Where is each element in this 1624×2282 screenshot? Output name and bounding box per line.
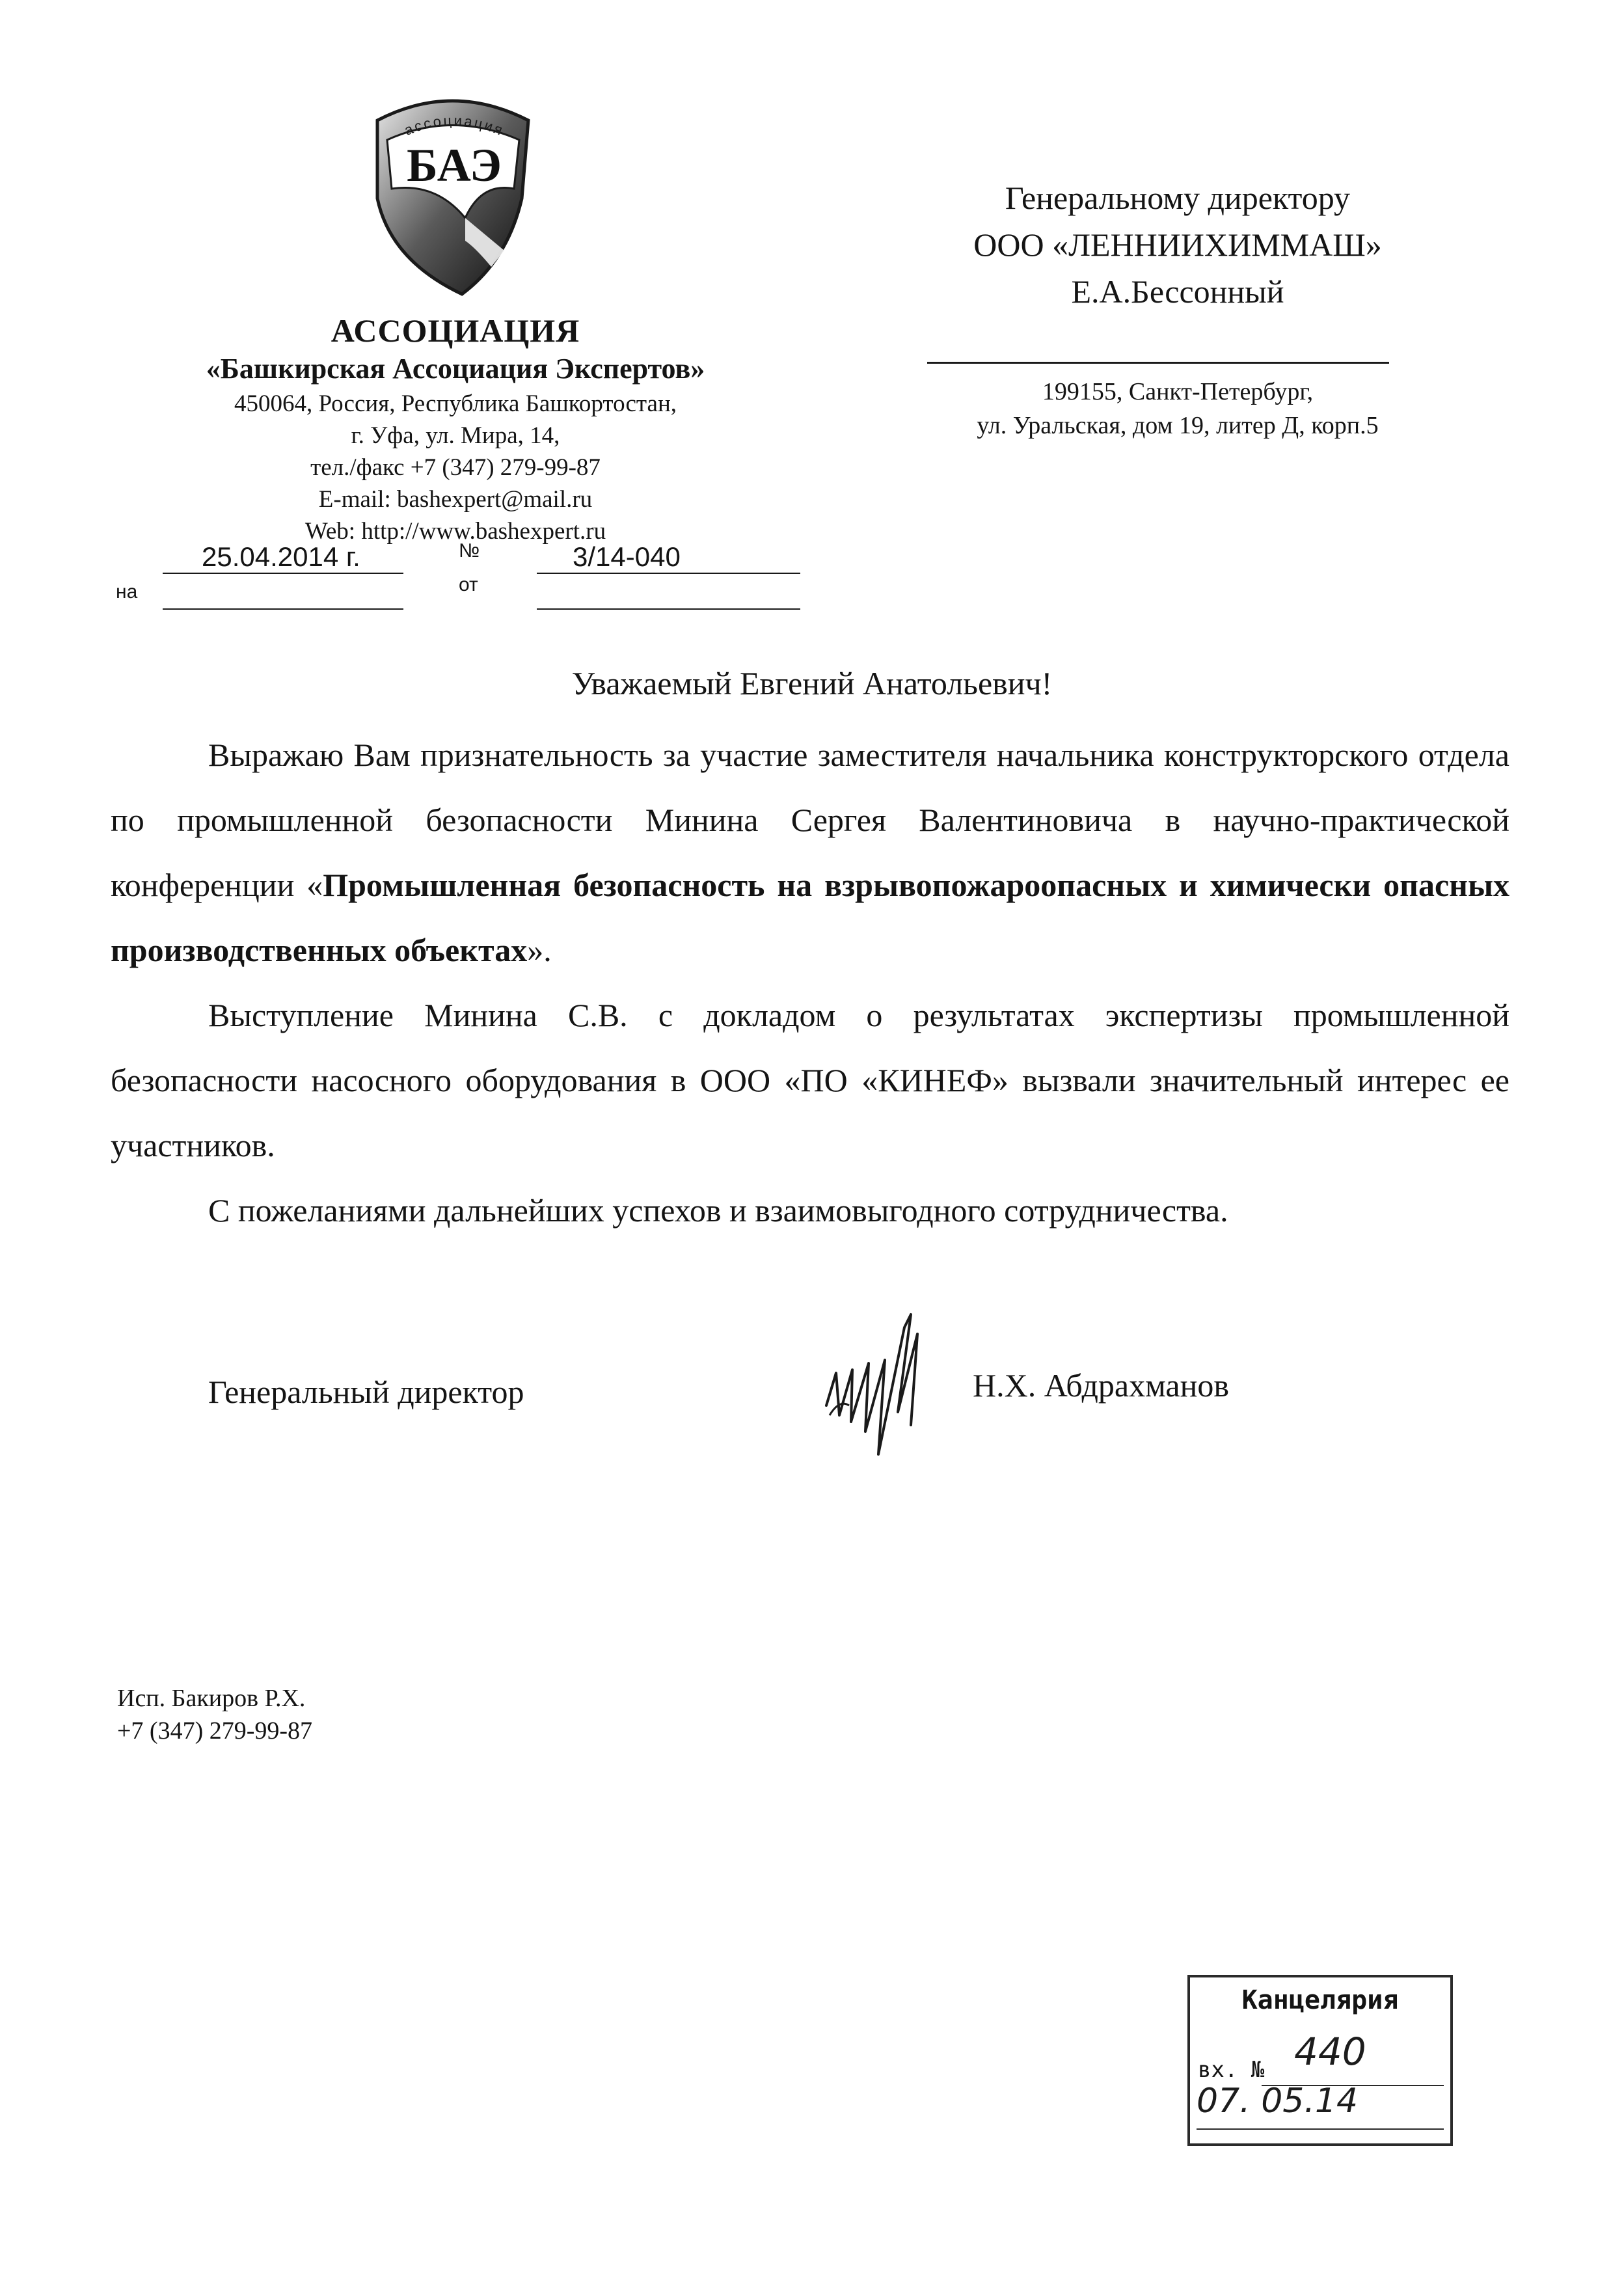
outgoing-number: 3/14-040 (573, 541, 681, 572)
addressee-person: Е.А.Бессонный (1071, 273, 1284, 310)
org-name: «Башкирская Ассоциация Экспертов» (206, 353, 705, 385)
executor-phone: +7 (347) 279-99-87 (117, 1717, 313, 1745)
stamp-incoming-date: 07. 05.14 (1197, 2082, 1359, 2121)
number-underline (537, 573, 800, 574)
addressee-postal-city: 199155, Санкт-Петербург, (1042, 378, 1314, 405)
signatory-name: Н.Х. Абдрахманов (973, 1367, 1229, 1404)
stamp-title: Канцелярия (1241, 1985, 1399, 2015)
paragraph-closing-text: С пожеланиями дальнейших успехов и взаимовыгодного сотрудничества. (208, 1192, 1228, 1229)
paragraph-gratitude-end: ». (527, 932, 552, 968)
salutation: Уважаемый Евгений Анатольевич! (571, 665, 1053, 701)
stamp-incoming-number: 440 (1294, 2030, 1366, 2074)
org-web: Web: http://www.bashexpert.ru (304, 518, 606, 545)
handwritten-signature-icon (813, 1301, 969, 1471)
sender-block (130, 311, 781, 547)
org-address-line2: г. Уфа, ул. Мира, 14, (351, 422, 560, 449)
outgoing-number-label: № (459, 540, 480, 562)
addressee-block (885, 174, 1470, 315)
org-email: E-mail: bashexpert@mail.ru (318, 486, 593, 513)
reply-to-label: на (116, 581, 138, 603)
addressee-postal-street: ул. Уральская, дом 19, литер Д, корп.5 (977, 412, 1379, 439)
paragraph-gratitude-text: Выражаю Вам признательность за участие заместителя начальника конструкторского отдела по промышленной безопасности Минина Сергея Валентиновича в научно-практической конференции « (111, 737, 1509, 903)
paragraph-gratitude (111, 722, 1509, 983)
org-address-line1: 450064, Россия, Республика Башкортостан, (234, 390, 677, 417)
registry-stamp (1187, 1975, 1453, 2146)
addressee-company: ООО «ЛЕННИИХИММАШ» (973, 226, 1382, 263)
addressee-divider (927, 362, 1389, 364)
logo-abbr: БАЭ (407, 139, 502, 191)
outgoing-date: 25.04.2014 г. (202, 541, 360, 572)
paragraph-closing (111, 1178, 1509, 1243)
date-underline (163, 573, 403, 574)
addressee-postal-block (885, 375, 1470, 442)
addressee-position: Генеральному директору (1005, 180, 1351, 216)
logo-arc-text: ассоциация (401, 112, 507, 139)
executor-block (117, 1682, 312, 1747)
stamp-date-underline (1197, 2128, 1444, 2130)
paragraph-report (111, 983, 1509, 1178)
reply-to-date-underline (163, 608, 403, 610)
signatory-title: Генеральный директор (208, 1374, 524, 1410)
conference-title: Промышленная безопасность на взрывопожароопасных и химически опасных производственных объектах (111, 867, 1509, 968)
stamp-number-label: вх. № (1198, 2057, 1265, 2083)
paragraph-report-text: Выступление Минина С.В. с докладом о результатах экспертизы промышленной безопасности насосного оборудования в ООО «ПО «КИНЕФ» вызвали значительный интерес ее участников. (111, 997, 1509, 1163)
org-phone: тел./факс +7 (347) 279-99-87 (310, 454, 601, 481)
association-logo-icon (351, 85, 553, 299)
reply-from-underline (537, 608, 800, 610)
org-title: АССОЦИАЦИЯ (331, 312, 580, 349)
reply-from-label: от (459, 574, 478, 595)
executor-name: Исп. Бакиров Р.Х. (117, 1685, 306, 1712)
